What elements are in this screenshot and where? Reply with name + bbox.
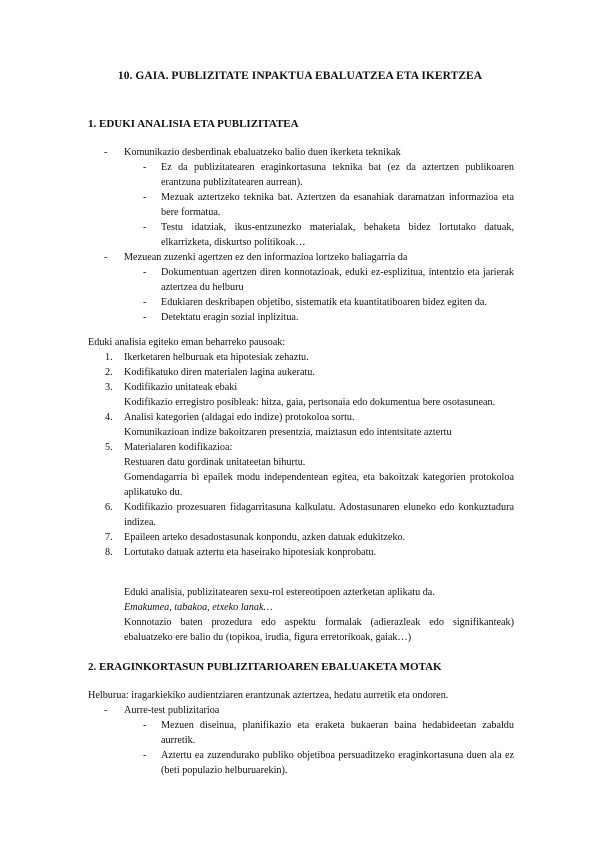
sub-bullet-marker: - xyxy=(143,162,147,173)
sub-bullet-text: Detektatu eragin sozial inplizitua. xyxy=(161,312,299,323)
document-title: 10. GAIA. PUBLIZITATE INPAKTUA EBALUATZEA ETA IKERTZEA xyxy=(117,70,483,82)
sub-bullet-item xyxy=(88,748,514,778)
step-detail: Gomendagarria bi epailek modu independentean egitea, eta bakoitzak kategorien protokoloa aplikatuko du. xyxy=(124,472,514,498)
step-item xyxy=(88,410,514,440)
step-text: Materialaren kodifikazioa: xyxy=(124,442,233,453)
bullet-item xyxy=(88,250,514,265)
bullet-item xyxy=(88,145,514,160)
step-text: Kodifikatuko diren materialen lagina aukeratu. xyxy=(124,367,315,378)
step-number: 8. xyxy=(105,547,113,558)
sub-bullet-text: Ez da publizitatearen eraginkortasuna teknika bat (ez da aztertzen publikoaren erantzuna publizitatearen aurrean). xyxy=(161,162,514,188)
step-text: Lortutako datuak aztertu eta haseirako hipotesiak konprobatu. xyxy=(124,547,377,558)
bullet-text: Aurre-test publizitarioa xyxy=(124,705,220,716)
step-text: Kodifikazio prozesuaren fidagarritasuna kalkulatu. Adostasunaren eluneko edo konkuztadura indizea. xyxy=(124,502,514,528)
sub-bullet-text: Testu idatziak, ikus-entzunezko materialak, behaketa bidez lortutako datuak, elkarrizketa, diskurtso politikoak… xyxy=(161,222,514,248)
sub-bullet-item xyxy=(88,310,514,325)
sub-bullet-text: Dokumentuan agertzen diren konnotazioak, eduki ez-esplizitua, intentzio eta jarierak aztertzea du helburu xyxy=(161,267,514,293)
section-1-bullet-list xyxy=(88,145,514,325)
sub-bullet-text: Edukiaren deskribapen objetibo, sistematik eta kuantitatiboaren bidez egiten da. xyxy=(161,297,487,308)
step-detail: Restuaren datu gordinak unitateetan bihurtu. xyxy=(124,457,306,468)
step-text: Ikerketaren helburuak eta hipotesiak zehaztu. xyxy=(124,352,309,363)
steps-intro: Eduki analisia egiteko eman beharreko pausoak: xyxy=(88,337,286,348)
step-text: Analisi kategorien (aldagai edo indize) protokoloa sortu. xyxy=(124,412,355,423)
step-number: 3. xyxy=(105,382,113,393)
section-2-heading: 2. ERAGINKORTASUN PUBLIZITARIOAREN EBALUAKETA MOTAK xyxy=(88,661,442,673)
sub-bullet-text: Mezuen diseinua, planifikazio eta eraketa bukaeran baina hedabideetan zabaldu aurretik. xyxy=(161,720,514,746)
note-line: Konnotazio baten prozedura edo aspektu formalak (adierazleak edo signifikanteak) ebaluatzeko ere balio du (topikoa, irudia, figura erretorikoak, gaiak…) xyxy=(124,617,514,643)
bullet-item xyxy=(88,703,514,718)
note-italic-line: Emakumea, tabakoa, etxeko lanak… xyxy=(124,602,273,613)
sub-bullet-item xyxy=(88,295,514,310)
analysis-note xyxy=(88,585,514,645)
step-item xyxy=(88,440,514,500)
step-detail: Kodifikazio erregistro posibleak: hitza, gaia, pertsonaia edo dokumentua bere osotasunean. xyxy=(124,397,496,408)
step-number: 6. xyxy=(105,502,113,513)
sub-bullet-item xyxy=(88,220,514,250)
sub-bullet-item xyxy=(88,265,514,295)
section-2-bullet-list xyxy=(88,703,514,778)
step-number: 2. xyxy=(105,367,113,378)
bullet-text: Komunikazio desberdinak ebaluatzeko balio duen ikerketa teknikak xyxy=(124,147,401,158)
section-2-intro: Helburua: iragarkiekiko audientziaren erantzunak aztertzea, hedatu aurretik eta ondoren. xyxy=(88,690,449,701)
sub-bullet-text: Aztertu ea zuzendurako publiko objetiboa persuaditzeko eraginkortasuna duen ala ez (beti populazio helburuarekin). xyxy=(161,750,514,776)
step-number: 5. xyxy=(105,442,113,453)
bullet-marker: - xyxy=(104,705,108,716)
step-item xyxy=(88,350,514,365)
step-number: 7. xyxy=(105,532,113,543)
sub-bullet-item xyxy=(88,160,514,190)
steps-list xyxy=(88,350,514,560)
sub-bullet-item xyxy=(88,718,514,748)
step-item xyxy=(88,530,514,545)
step-text: Kodifikazio unitateak ebaki xyxy=(124,382,238,393)
sub-bullet-item xyxy=(88,190,514,220)
bullet-marker: - xyxy=(104,252,108,263)
sub-bullet-text: Mezuak aztertzeko teknika bat. Aztertzen da esanahiak daramatzan informazioa eta bere formatua. xyxy=(161,192,514,218)
step-item xyxy=(88,365,514,380)
step-text: Epaileen arteko desadostasunak konpondu, azken datuak edukitzeko. xyxy=(124,532,406,543)
step-item xyxy=(88,500,514,530)
step-number: 1. xyxy=(105,352,113,363)
sub-bullet-marker: - xyxy=(143,222,147,233)
sub-bullet-marker: - xyxy=(143,312,147,323)
sub-bullet-marker: - xyxy=(143,750,147,761)
sub-bullet-marker: - xyxy=(143,720,147,731)
bullet-marker: - xyxy=(104,147,108,158)
section-1-heading: 1. EDUKI ANALISIA ETA PUBLIZITATEA xyxy=(88,118,299,130)
step-item xyxy=(88,380,514,410)
step-number: 4. xyxy=(105,412,113,423)
step-item xyxy=(88,545,514,560)
sub-bullet-marker: - xyxy=(143,192,147,203)
sub-bullet-marker: - xyxy=(143,267,147,278)
sub-bullet-marker: - xyxy=(143,297,147,308)
bullet-text: Mezuean zuzenki agertzen ez den informazioa lortzeko baliagarria da xyxy=(124,252,408,263)
step-detail: Komunikazioan indize bakoitzaren presentzia, maiztasun edo intentsitate aztertu xyxy=(124,427,452,438)
note-line: Eduki analisia, publizitatearen sexu-rol estereotipoen azterketan aplikatu da. xyxy=(124,587,435,598)
